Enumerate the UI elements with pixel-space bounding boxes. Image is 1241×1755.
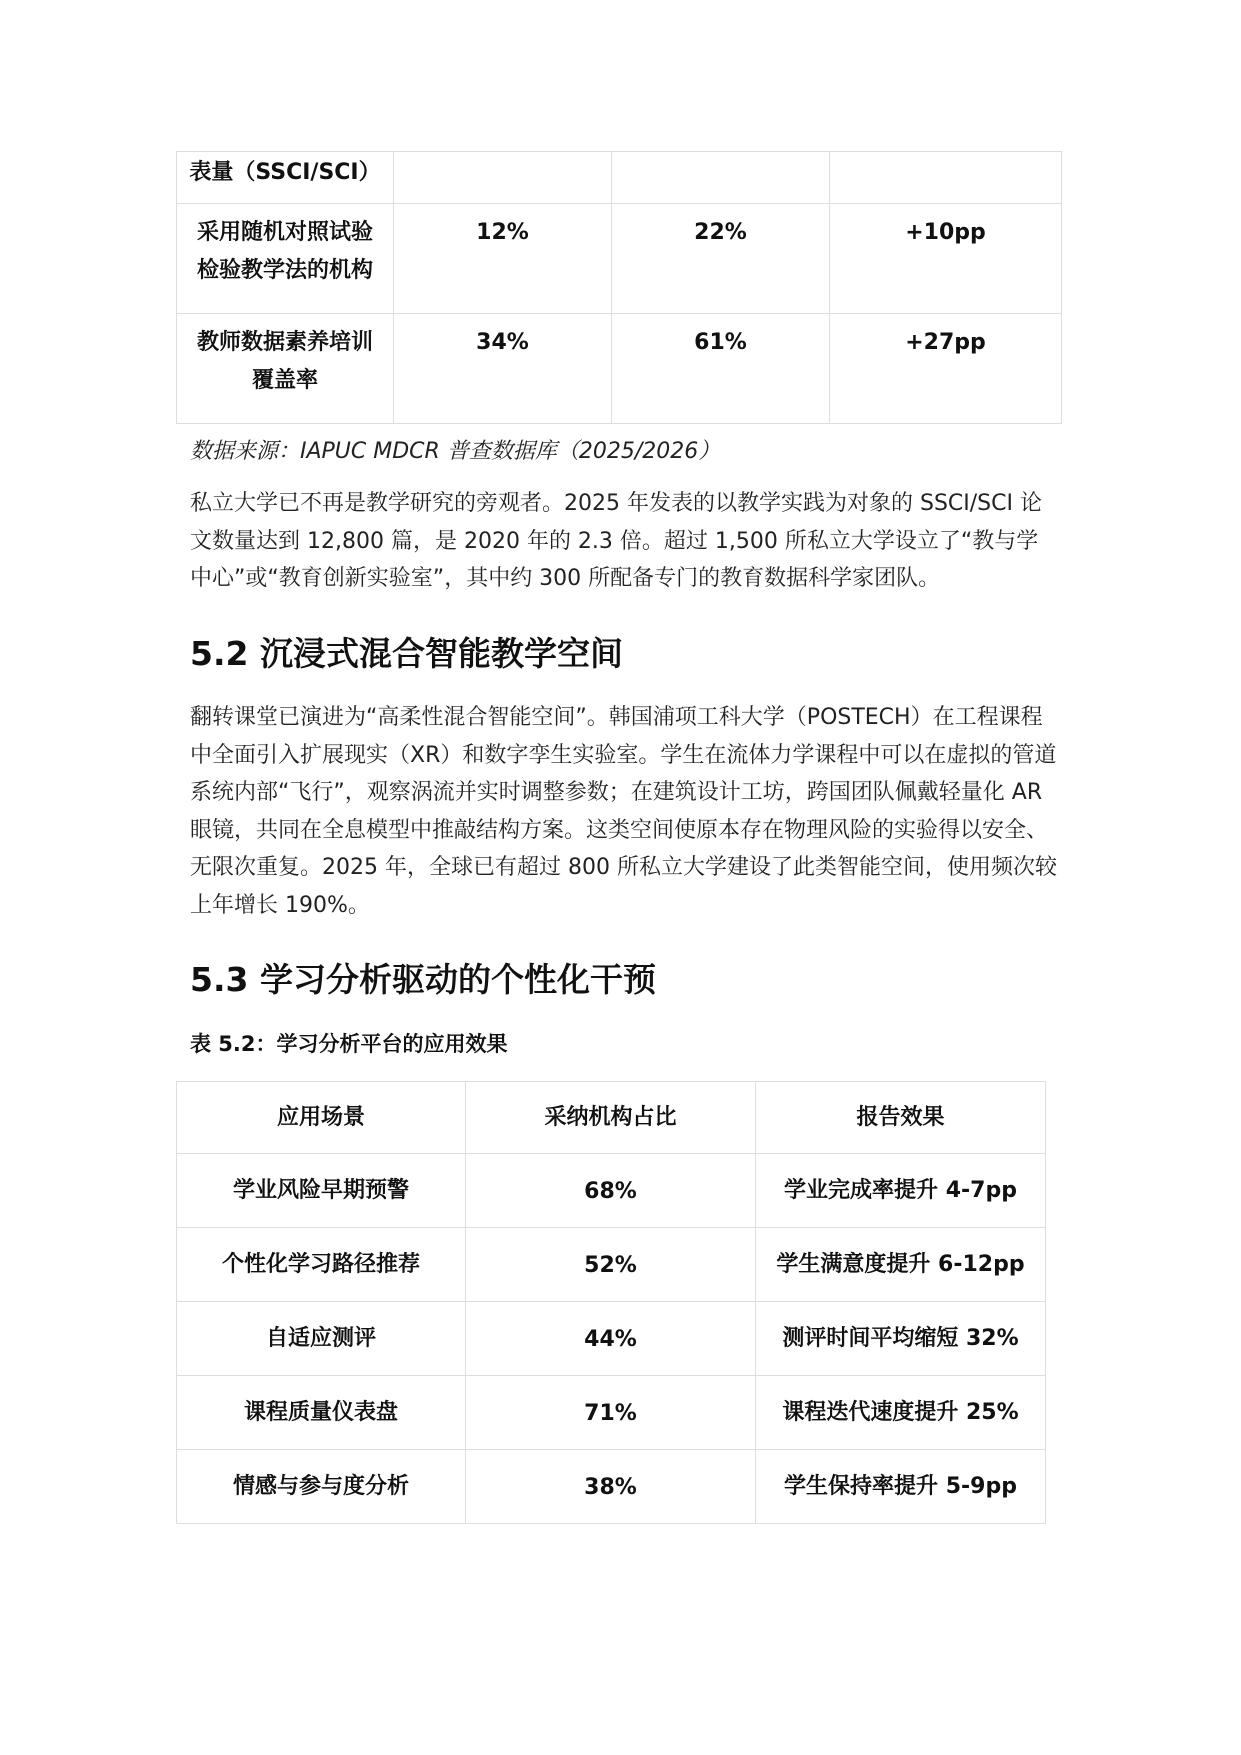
table-row [177,1228,1046,1302]
table-caption: 表 5.2：学习分析平台的应用效果 [190,1032,508,1056]
table-cell: 22% [612,204,830,314]
table-cell: 情感与参与度分析 [177,1450,466,1524]
table-cell: 44% [466,1302,756,1376]
body-paragraph: 翻转课堂已演进为“高柔性混合智能空间”。韩国浦项工科大学（POSTECH）在工程课程中全面引入扩展现实（XR）和数字孪生实验室。学生在流体力学课程中可以在虚拟的管道系统内部“飞行”，观察涡流并实时调整参数；在建筑设计工坊，跨国团队佩戴轻量化 AR 眼镜，共同在全息模型中推敲结构方案。这类空间使原本存在物理风险的实验得以安全、无限次重复。2025 年，全球已有超过 800 所私立大学建设了此类智能空间，使用频次较上年增长 190%。 [190,705,1057,918]
table-cell-label: 教师数据素养培训覆盖率 [177,314,394,424]
table-row [177,1302,1046,1376]
table-cell: 测评时间平均缩短 32% [756,1302,1046,1376]
table-cell: 学业风险早期预警 [177,1154,466,1228]
table-row [177,152,1062,204]
table-cell-label: 采用随机对照试验检验教学法的机构 [177,204,394,314]
source-note: 数据来源：IAPUC MDCR 普查数据库（2025/2026） [190,439,721,464]
table-header-row [177,1082,1046,1154]
table-cell: 课程迭代速度提升 25% [756,1376,1046,1450]
table-cell: 38% [466,1450,756,1524]
table-cell: 学业完成率提升 4-7pp [756,1154,1046,1228]
table-header-cell: 采纳机构占比 [466,1082,756,1154]
table-cell: 71% [466,1376,756,1450]
section-heading: 5.2 沉浸式混合智能教学空间 [190,634,623,673]
table-cell-label: 表量（SSCI/SCI） [177,152,394,204]
table-cell: 个性化学习路径推荐 [177,1228,466,1302]
table-row [177,1154,1046,1228]
table-cell: 52% [466,1228,756,1302]
table-cell: 学生保持率提升 5-9pp [756,1450,1046,1524]
table-cell: 68% [466,1154,756,1228]
table-row [177,204,1062,314]
table-cell: 61% [612,314,830,424]
table-cell: 34% [394,314,612,424]
body-paragraph: 私立大学已不再是教学研究的旁观者。2025 年发表的以教学实践为对象的 SSCI/SCI 论文数量达到 12,800 篇，是 2020 年的 2.3 倍。超过 1,500 所私立大学设立了“教与学中心”或“教育创新实验室”，其中约 300 所配备专门的教育数据科学家团队。 [190,491,1042,591]
section-heading: 5.3 学习分析驱动的个性化干预 [190,960,656,999]
learning-analytics-table [176,1081,1046,1524]
table-cell: +10pp [830,204,1062,314]
table-cell [394,152,612,204]
table-cell [830,152,1062,204]
table-cell: 课程质量仪表盘 [177,1376,466,1450]
table-cell: 12% [394,204,612,314]
table-row [177,1376,1046,1450]
table-header-cell: 报告效果 [756,1082,1046,1154]
table-cell: 自适应测评 [177,1302,466,1376]
table-row [177,314,1062,424]
comparison-table [176,151,1062,424]
table-cell: +27pp [830,314,1062,424]
table-header-cell: 应用场景 [177,1082,466,1154]
table-row [177,1450,1046,1524]
table-cell: 学生满意度提升 6-12pp [756,1228,1046,1302]
table-cell [612,152,830,204]
